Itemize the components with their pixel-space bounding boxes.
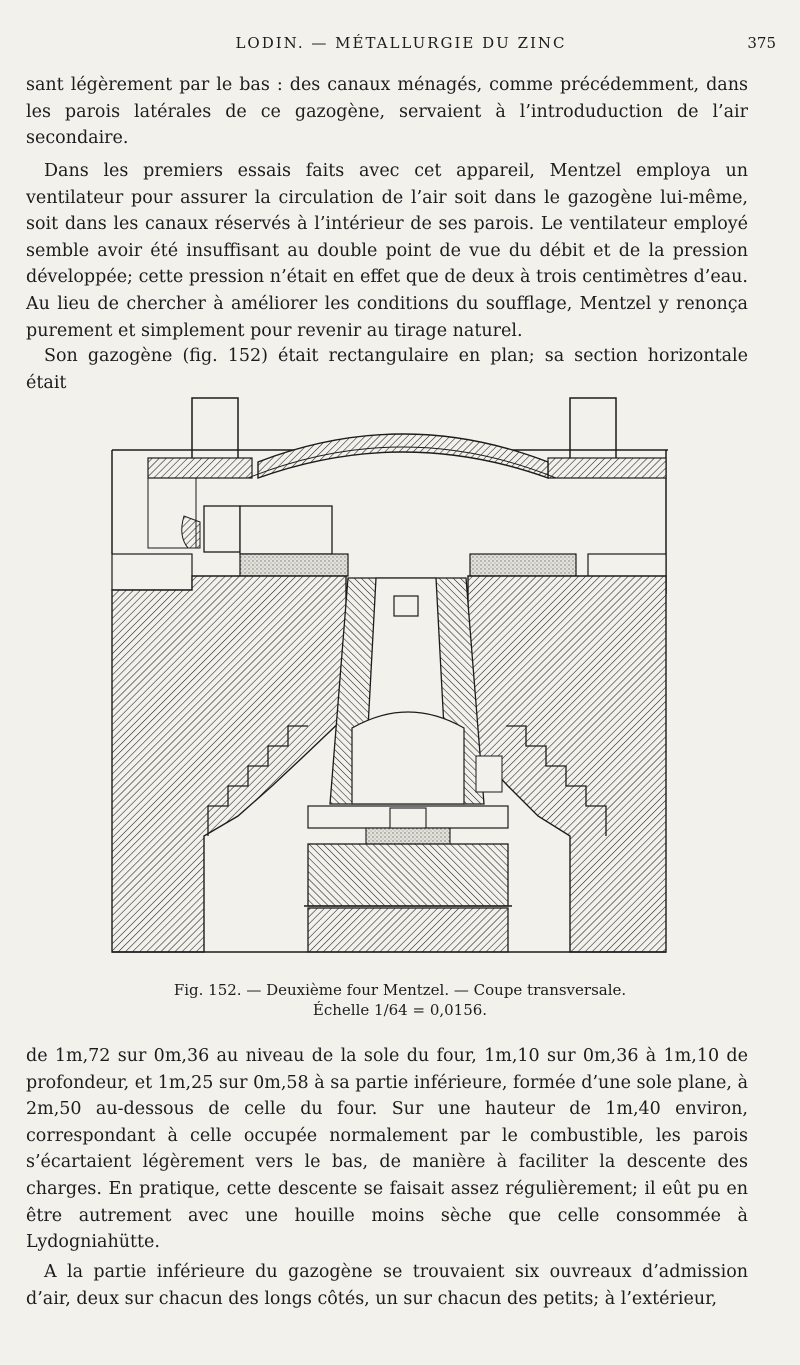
- hearth-slab-right: [470, 554, 576, 576]
- hearth-slab-left: [240, 554, 348, 576]
- roof-band-right: [548, 458, 666, 478]
- figure-caption: Fig. 152. — Deuxième four Mentzel. — Coupe transversale.: [173, 981, 627, 999]
- furnace-cross-section-figure: [108, 396, 672, 956]
- left-flue-stack: [192, 398, 238, 462]
- paragraph-3: Son gazogène (fig. 152) était rectangulaire en plan; sa section horizontale était: [26, 346, 748, 393]
- right-flue-stack: [570, 398, 616, 462]
- figure-scale: Échelle 1/64 = 0,0156.: [312, 1001, 488, 1019]
- page-number: 375: [747, 34, 776, 52]
- paragraph-1: sant légèrement par le bas : des canaux ménagés, comme précédemment, dans les parois latérales de ce gazogène, servaient à l’introduduction de l’air secondaire.: [26, 75, 748, 149]
- paragraph-2: Dans les premiers essais faits avec cet appareil, Mentzel employa un ventilateur pour assurer la circulation de l’air soit dans le gazogène lui-même, soit dans les canaux réservés à l’intérieur de ses parois. Le ventilateur employé semble avoir été insuffisant au double point de vue du débit et de la pression développée; cette pression n’était en effet que de deux à trois centimètres d’eau. Au lieu de chercher à améliorer les conditions du soufflage, Mentzel y renonça purement et simplement pour revenir au tirage naturel.: [26, 161, 748, 341]
- running-header: [26, 34, 776, 58]
- roof-band-left: [148, 458, 252, 478]
- ash-pit: [308, 844, 508, 906]
- running-title: LODIN. — MÉTALLURGIE DU ZINC: [235, 34, 567, 52]
- furnace-arch: [258, 434, 548, 478]
- paragraph-5: A la partie inférieure du gazogène se trouvaient six ouvreaux d’admission d’air, deux sur chacun des longs côtés, un sur chacun des petits; à l’extérieur,: [26, 1262, 748, 1309]
- paragraph-4: de 1m,72 sur 0m,36 au niveau de la sole du four, 1m,10 sur 0m,36 à 1m,10 de profondeur, et 1m,25 sur 0m,58 à sa partie inférieure, formée d’une sole plane, à 2m,50 au-dessous de celle du four. Sur une hauteur de 1m,40 environ, correspondant à celle occupée normalement par le combustible, les parois s’écartaient légèrement vers le bas, de manière à faciliter la descente des charges. En pratique, cette descente se faisait assez régulièrement; il eût pu en être autrement avec une houille moins sèche que celle consommée à Lydogniahütte.: [26, 1046, 748, 1253]
